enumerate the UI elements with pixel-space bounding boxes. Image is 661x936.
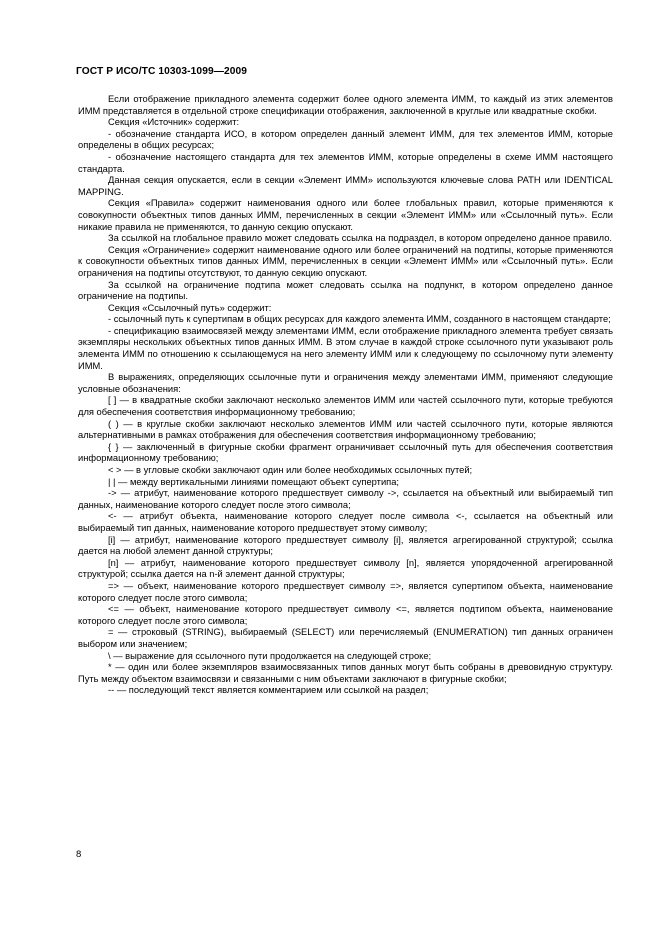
paragraph: <= — объект, наименование которого предшествует символу <=, является подтипом объекта, наименование которого следует после этого символа; <box>78 604 613 626</box>
paragraph: За ссылкой на глобальное правило может следовать ссылка на подраздел, в котором определено данное правило. <box>108 233 612 244</box>
paragraph: -- — последующий текст является комментарием или ссылкой на раздел; <box>108 685 429 696</box>
paragraph: Секция «Ограничение» содержит наименование одного или более ограничений на подтипы, которые применяются к совокупности объектных типов данных ИММ, перечисленных в секции «Элемент ИММ» или «Ссылочный путь». Если ограничения на подтипы отсутствуют, то данную секцию опускают. <box>78 244 613 278</box>
paragraph: В выражениях, определяющих ссылочные пути и ограничения между элементами ИММ, применяют следующие условные обозначения: <box>78 372 613 394</box>
paragraph: - обозначение стандарта ИСО, в котором определен данный элемент ИММ, для тех элементов ИММ, которые определены в общих ресурсах; <box>78 128 613 151</box>
paragraph: <- — атрибут объекта, наименование которого следует после символа <-, ссылается на объектный или выбираемый тип данных, наименование которого предшествует этому символу; <box>78 511 613 533</box>
paragraph: ( ) — в круглые скобки заключают несколько элементов ИММ или частей ссылочного пути, которые являются альтернативными в рамках отображения для обеспечения соответствия информационному требованию; <box>78 418 613 441</box>
paragraph: [i] — атрибут, наименование которого предшествует символу [i], является агрегированной структурой; ссылка дается на любой элемент данной структуры; <box>78 534 613 557</box>
paragraph: [ ] — в квадратные скобки заключают несколько элементов ИММ или частей ссылочного пути, которые требуются для обеспечения соответствия информационному требованию; <box>78 395 613 418</box>
paragraph: Секция «Ссылочный путь» содержит: <box>108 302 272 313</box>
paragraph: - спецификацию взаимосвязей между элементами ИММ, если отображение прикладного элемента требует связать экземпляры нескольких объектных типов данных ИММ. В этом случае в каждой строке ссылочного пути указывают роль элемента ИММ по отношению к ссылающемуся на него элементу ИММ или к следующему по ссылочному пути элементу ИММ. <box>78 325 613 371</box>
paragraph: < > — в угловые скобки заключают один или более необходимых ссылочных путей; <box>108 465 473 475</box>
body-text <box>78 94 613 697</box>
document-header: ГОСТ Р ИСО/ТС 10303-1099—2009 <box>76 66 248 77</box>
paragraph: Если отображение прикладного элемента содержит более одного элемента ИММ, то каждый из этих элементов ИММ представляется в отдельной строке спецификации отображения, заключенной в круглые или квадратные скобки. <box>78 94 613 116</box>
paragraph: => — объект, наименование которого предшествует символу =>, является супертипом объекта, наименование которого следует после этого символа; <box>78 580 613 603</box>
paragraph: \ — выражение для ссылочного пути продолжается на следующей строке; <box>108 650 432 661</box>
paragraph: | | — между вертикальными линиями помещают объект супертипа; <box>108 476 400 487</box>
paragraph: Секция «Правила» содержит наименования одного или более глобальных правил, которые применяются к совокупности объектных типов данных ИММ, перечисленных в секции «Элемент ИММ» или «Ссылочный путь». Если никакие правила не применяются, то данную секцию опускают. <box>78 198 613 232</box>
paragraph: За ссылкой на ограничение подтипа может следовать ссылка на подпункт, в котором определено данное ограничение на подтипы. <box>78 279 613 302</box>
paragraph: Данная секция опускается, если в секции «Элемент ИММ» используются ключевые слова PATH или IDENTICAL MAPPING. <box>78 175 613 197</box>
paragraph: - ссылочный путь к супертипам в общих ресурсах для каждого элемента ИММ, созданного в настоящем стандарте; <box>108 314 611 325</box>
paragraph: Секция «Источник» содержит: <box>108 117 240 128</box>
paragraph: -> — атрибут, наименование которого предшествует символу ->, ссылается на объектный или выбираемый тип данных, наименование которого следует после этого символа; <box>78 488 613 510</box>
page-number: 8 <box>76 849 82 860</box>
paragraph: = — строковый (STRING), выбираемый (SELECT) или перечисляемый (ENUMERATION) тип данных ограничен выбором или значением; <box>78 627 613 649</box>
paragraph: { } — заключенный в фигурные скобки фрагмент ограничивает ссылочный путь для обеспечения соответствия информационному требованию; <box>78 441 613 464</box>
paragraph: [n] — атрибут, наименование которого предшествует символу [n], является упорядоченной агрегированной структурой; ссылка дается на n-й элемент данной структуры; <box>78 557 613 580</box>
paragraph: * — один или более экземпляров взаимосвязанных типов данных могут быть собраны в древовидную структуру. Путь между объектом взаимосвязи и связанными с ним объектами заключают в фигурные скобки; <box>78 662 613 684</box>
paragraph: - обозначение настоящего стандарта для тех элементов ИММ, которые определены в схеме ИММ настоящего стандарта. <box>78 151 613 174</box>
